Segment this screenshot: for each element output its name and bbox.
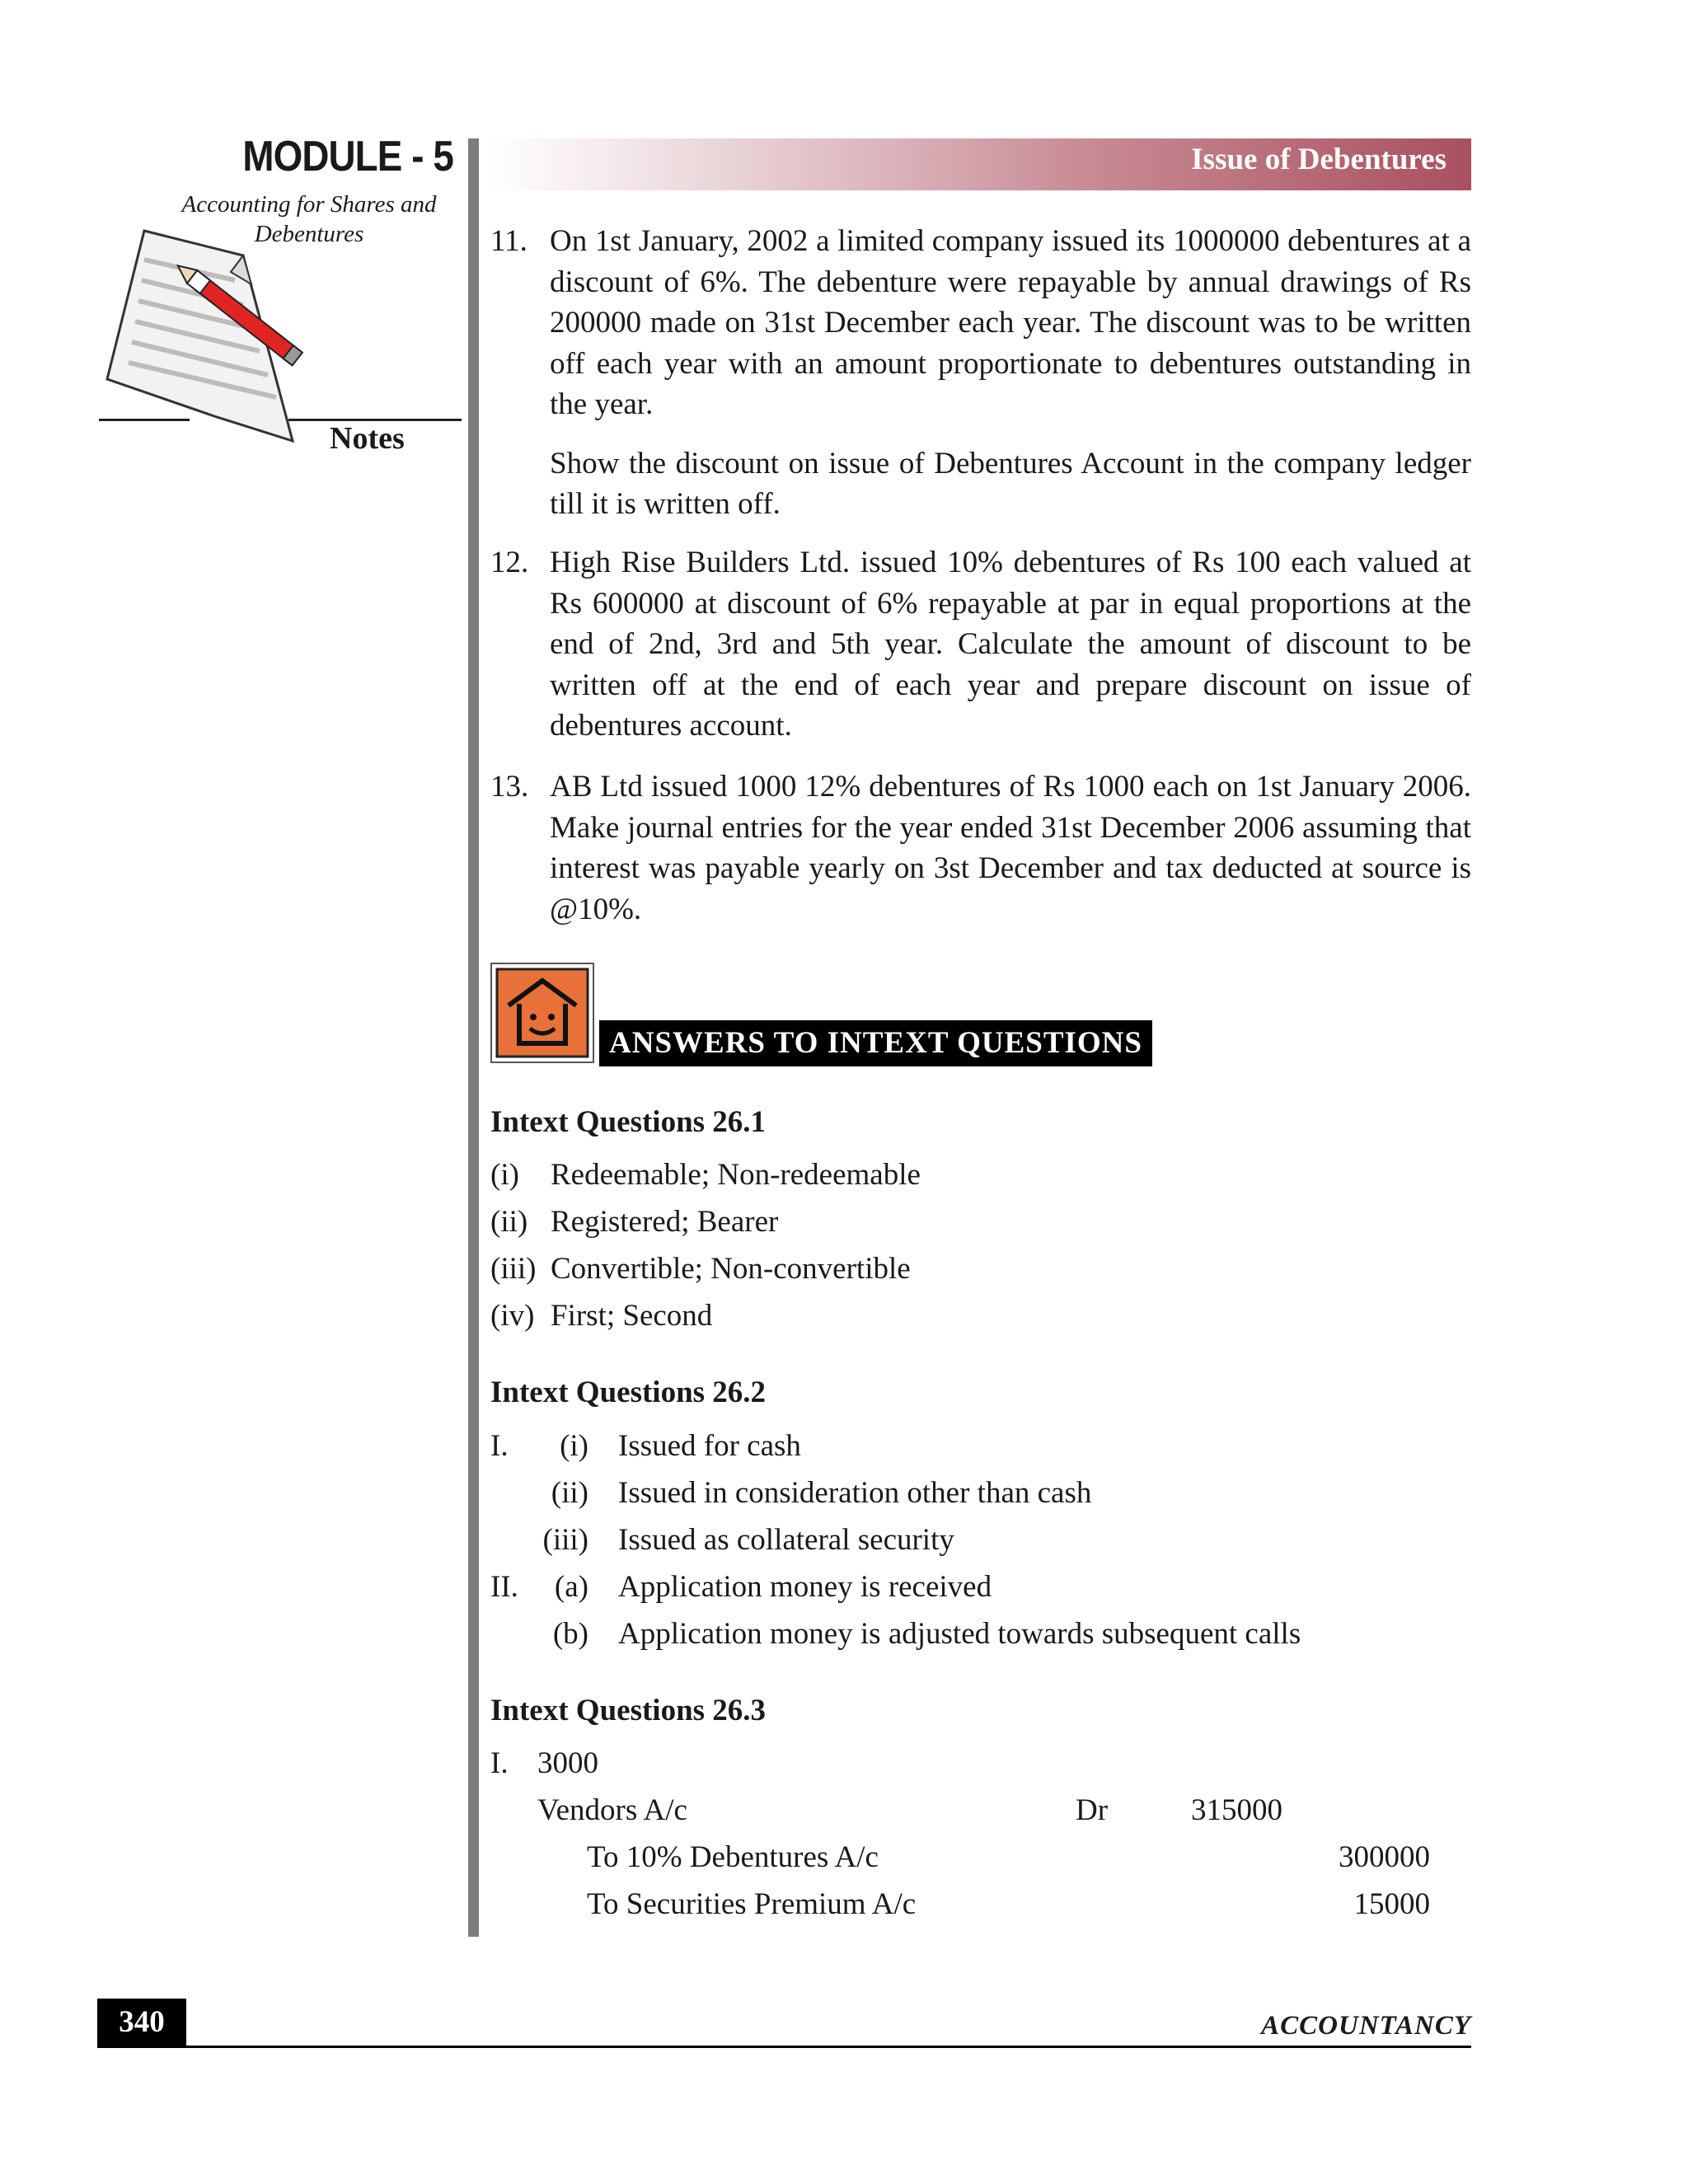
answer-label: (i): [490, 1158, 519, 1192]
answer-text: Redeemable; Non-redeemable: [551, 1158, 921, 1192]
answer-text: Application money is received: [618, 1570, 992, 1604]
footer-subject: ACCOUNTANCY: [1261, 2011, 1471, 2041]
question-number: 13.: [490, 770, 529, 804]
module-title: MODULE - 5: [242, 133, 453, 180]
notes-label: Notes: [330, 421, 405, 456]
journal-credit-amount: 15000: [1353, 1887, 1430, 1921]
answer-text: Convertible; Non-convertible: [551, 1252, 911, 1286]
question-text: AB Ltd issued 1000 12% debentures of Rs 1000 each on 1st January 2006. Make journal entries for the year ended 31st December 2006 assuming that interest was payable yearly on 3st December and tax deducted at source is @10%.: [550, 770, 1471, 926]
journal-credit-account: To 10% Debentures A/c: [587, 1840, 879, 1874]
answer-group-label: II.: [490, 1570, 518, 1604]
section-title-26-1: Intext Questions 26.1: [490, 1105, 767, 1139]
page-number: 340: [97, 1999, 186, 2046]
question-text: Show the discount on issue of Debentures Account in the company ledger till it is written off.: [550, 446, 1471, 521]
question-12: [490, 542, 1471, 747]
answer-group-label: I.: [490, 1429, 509, 1463]
answer-text: Issued for cash: [618, 1429, 801, 1463]
notes-divider-left: [99, 419, 190, 421]
journal-credit-account: To Securities Premium A/c: [587, 1887, 917, 1921]
answer-text: Issued in consideration other than cash: [618, 1476, 1092, 1510]
answer-text: Registered; Bearer: [551, 1205, 779, 1239]
module-subtitle-line2: Debentures: [254, 221, 364, 247]
answer-text: Issued as collateral security: [618, 1523, 954, 1557]
answer-text: First; Second: [551, 1299, 713, 1333]
answer-label: I.: [490, 1746, 509, 1780]
answer-label: (iii): [490, 1252, 537, 1286]
answer-value: 3000: [537, 1746, 598, 1780]
chapter-title: Issue of Debentures: [1191, 143, 1447, 176]
answer-text: Application money is adjusted towards subsequent calls: [618, 1617, 1301, 1651]
answer-label: (i): [560, 1429, 588, 1463]
journal-credit-amount: 300000: [1339, 1840, 1430, 1874]
journal-debit-account: Vendors A/c: [537, 1793, 687, 1827]
answers-banner: ANSWERS TO INTEXT QUESTIONS: [599, 1020, 1152, 1066]
answer-label: (ii): [551, 1476, 588, 1510]
question-number: 12.: [490, 546, 529, 579]
question-text: On 1st January, 2002 a limited company issued its 1000000 debentures at a discount of 6%. The debenture were repayable by annual drawings of Rs 200000 made on 31st December each year. The discount was to be written off each year with an amount proportionate to debentures outstanding in the year.: [550, 224, 1471, 421]
question-13: [490, 766, 1471, 930]
answer-label: (b): [552, 1617, 588, 1651]
module-subtitle-line1: Accounting for Shares and: [181, 191, 437, 218]
answer-label: (iii): [542, 1523, 588, 1557]
margin-rule: [468, 138, 479, 1937]
question-number: 11.: [490, 224, 528, 258]
footer-rule: [97, 2046, 1471, 2048]
answer-label: (a): [554, 1570, 588, 1604]
answer-label: (iv): [490, 1299, 535, 1333]
answer-label: (ii): [490, 1205, 528, 1239]
answers-house-icon: [490, 963, 594, 1063]
journal-dr: Dr: [1076, 1793, 1109, 1827]
section-title-26-2: Intext Questions 26.2: [490, 1376, 767, 1409]
question-11: [490, 221, 1471, 525]
journal-debit-amount: 315000: [1191, 1793, 1282, 1827]
question-text: High Rise Builders Ltd. issued 10% debentures of Rs 100 each valued at Rs 600000 at discount of 6% repayable at par in equal proportions at the end of 2nd, 3rd and 5th year. Calculate the amount of discount to be written off at the end of each year and prepare discount on issue of debentures account.: [550, 546, 1471, 743]
section-title-26-3: Intext Questions 26.3: [490, 1694, 767, 1727]
